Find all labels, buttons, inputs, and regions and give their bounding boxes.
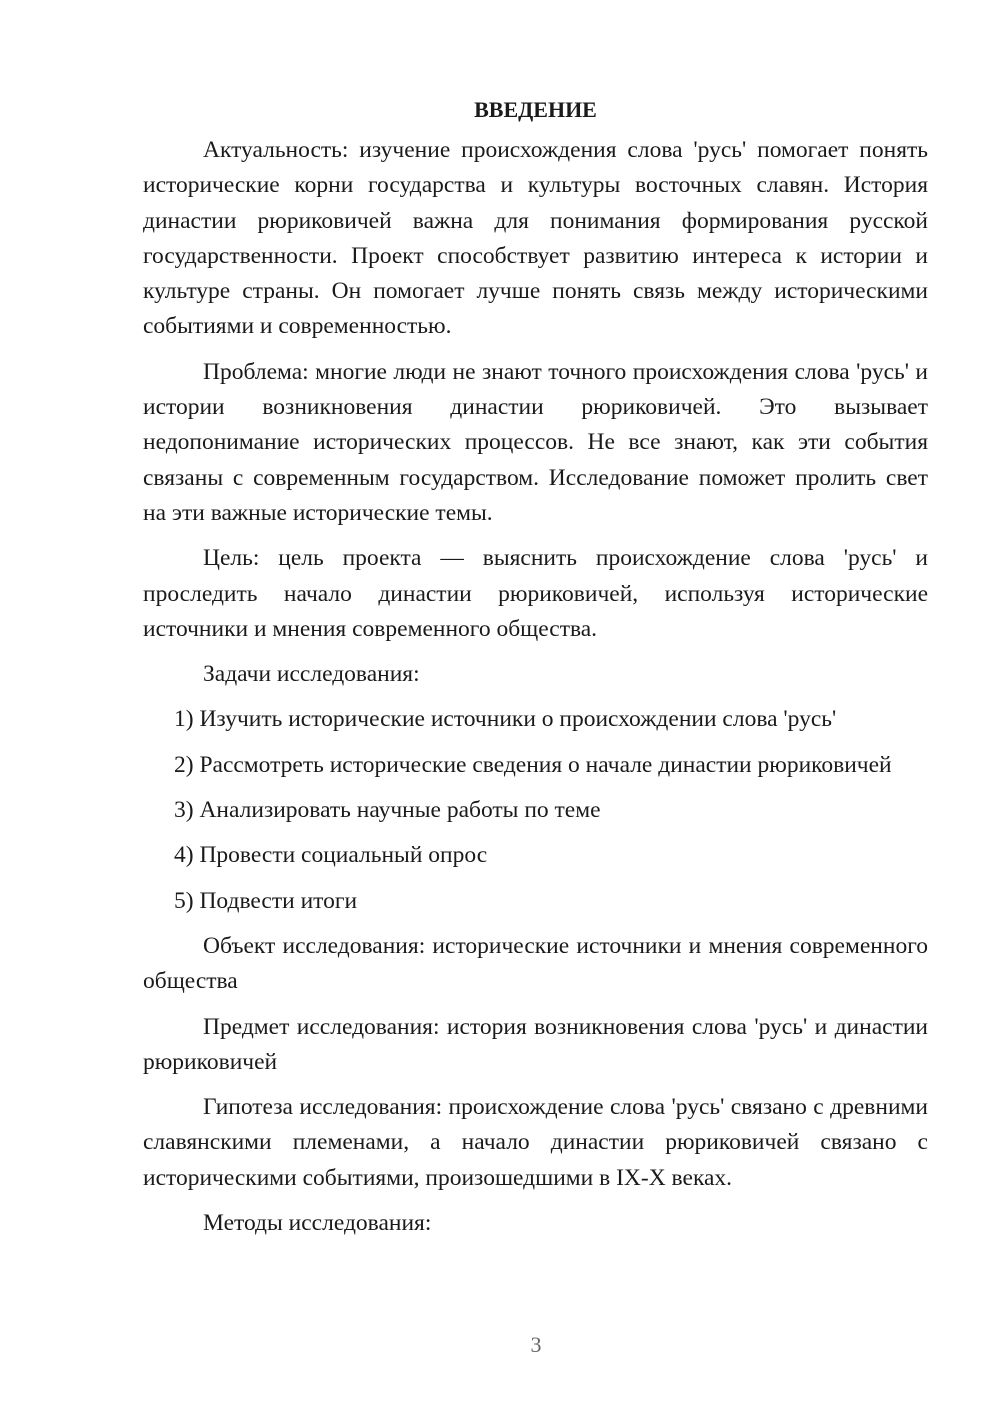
task-item-2: 2) Рассмотреть исторические сведения о начале династии рюриковичей bbox=[174, 751, 892, 778]
methods-heading: Методы исследования: bbox=[203, 1210, 432, 1237]
task-item-1: 1) Изучить исторические источники о происхождении слова 'русь' bbox=[174, 706, 837, 733]
page-content bbox=[143, 92, 928, 1251]
object-paragraph: Объект исследования: исторические источники и мнения современного общества bbox=[143, 932, 928, 995]
goal-paragraph: Цель: цель проекта — выяснить происхождение слова 'русь' и проследить начало династии рюриковичей, используя исторические источники и мнения современного общества. bbox=[143, 545, 928, 642]
tasks-heading: Задачи исследования: bbox=[203, 661, 420, 688]
task-item-3: 3) Анализировать научные работы по теме bbox=[174, 797, 601, 824]
page-title: ВВЕДЕНИЕ bbox=[474, 97, 597, 122]
problem-paragraph: Проблема: многие люди не знают точного происхождения слова 'русь' и истории возникновения династии рюриковичей. Это вызывает недопонимание исторических процессов. Не все знают, как эти события связаны с современным государством. Исследование поможет пролить свет на эти важные исторические темы. bbox=[143, 358, 928, 526]
relevance-paragraph: Актуальность: изучение происхождения слова 'русь' помогает понять исторические корни государства и культуры восточных славян. История династии рюриковичей важна для понимания формирования русской государственности. Проект способствует развитию интереса к истории и культуре страны. Он помогает лучше понять связь между историческими событиями и современностью. bbox=[143, 137, 928, 340]
task-item-4: 4) Провести социальный опрос bbox=[174, 842, 488, 869]
subject-paragraph: Предмет исследования: история возникновения слова 'русь' и династии рюриковичей bbox=[143, 1013, 928, 1075]
hypothesis-paragraph: Гипотеза исследования: происхождение слова 'русь' связано с древними славянскими племенами, а начало династии рюриковичей связано с историческими событиями, произошедшими в IX-X веках. bbox=[143, 1094, 928, 1191]
page-number: 3 bbox=[530, 1332, 542, 1357]
task-item-5: 5) Подвести итоги bbox=[174, 887, 358, 914]
